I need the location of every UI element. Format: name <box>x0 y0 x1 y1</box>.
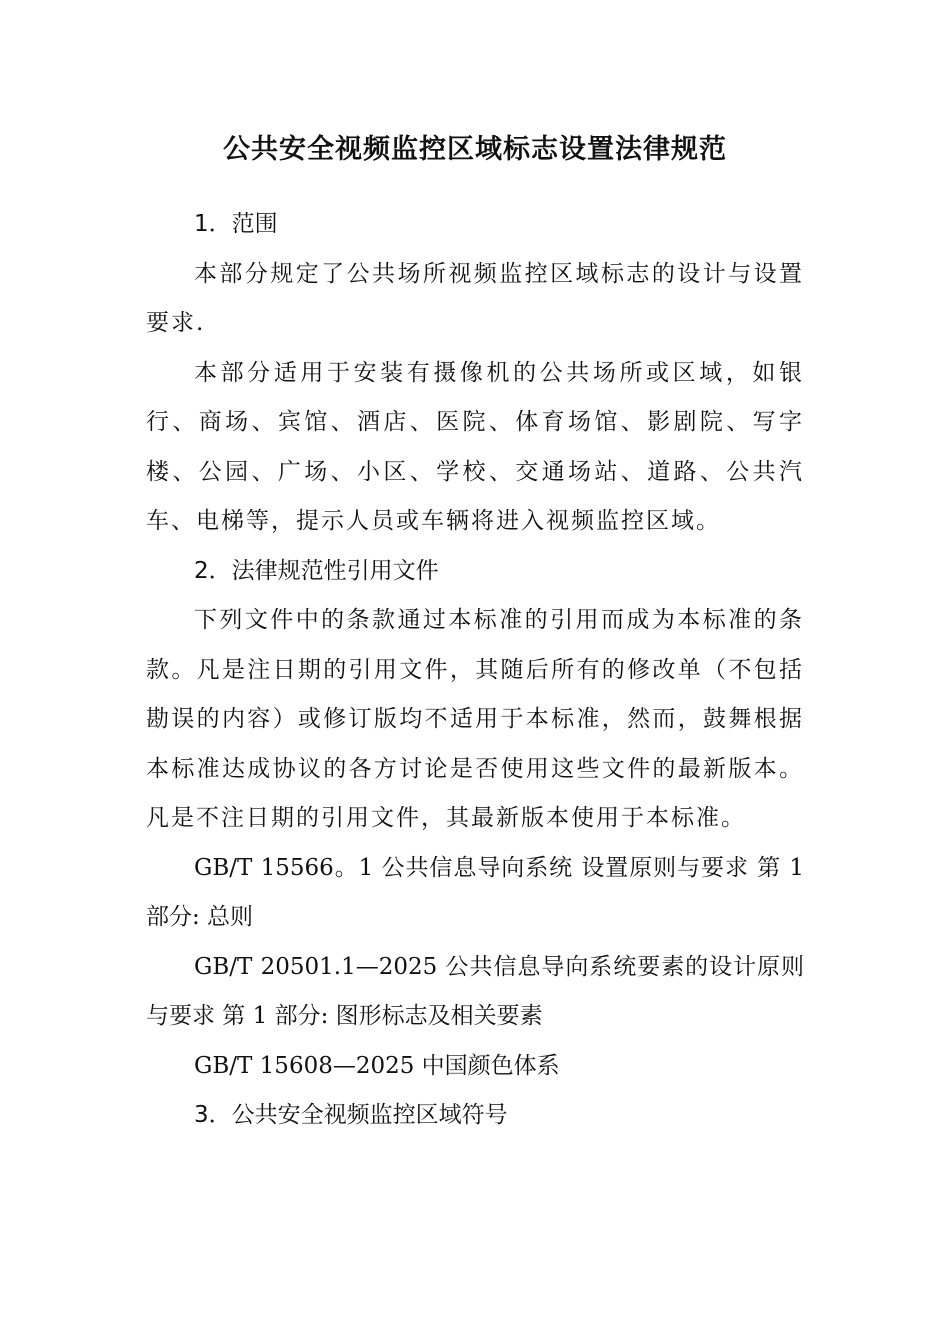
reference-gbt-20501: GB/T 20501.1—2025 公共信息导向系统要素的设计原则与要求 第 1 部分: 图形标志及相关要素 <box>146 953 804 1029</box>
section-heading-scope: 1．范围 <box>194 211 278 237</box>
references-paragraph: 下列文件中的条款通过本标准的引用而成为本标准的条款。凡是注日期的引用文件，其随后所有的修改单（不包括勘误的内容）或修订版均不适用于本标准，然而，鼓舞根据本标准达成协议的各方讨论是否使用这些文件的最新版本。凡是不注日期的引用文件，其最新版本使用于本标准。 <box>146 607 804 831</box>
document-title: 公共安全视频监控区域标志设置法律规范 <box>223 134 727 165</box>
reference-gbt-15566: GB/T 15566。1 公共信息导向系统 设置原则与要求 第 1 部分: 总则 <box>146 854 804 930</box>
reference-gbt-15608: GB/T 15608—2025 中国颜色体系 <box>194 1052 560 1079</box>
scope-paragraph-1: 本部分规定了公共场所视频监控区域标志的设计与设置要求. <box>146 260 804 336</box>
section-heading-symbol: 3．公共安全视频监控区域符号 <box>194 1102 508 1128</box>
section-heading-references: 2．法律规范性引用文件 <box>194 557 439 584</box>
document-body <box>146 200 804 1141</box>
scope-paragraph-2: 本部分适用于安装有摄像机的公共场所或区域，如银行、商场、宾馆、酒店、医院、体育场馆、影剧院、写字楼、公园、广场、小区、学校、交通场站、道路、公共汽车、电梯等，提示人员或车辆将进入视频监控区域。 <box>146 359 804 534</box>
